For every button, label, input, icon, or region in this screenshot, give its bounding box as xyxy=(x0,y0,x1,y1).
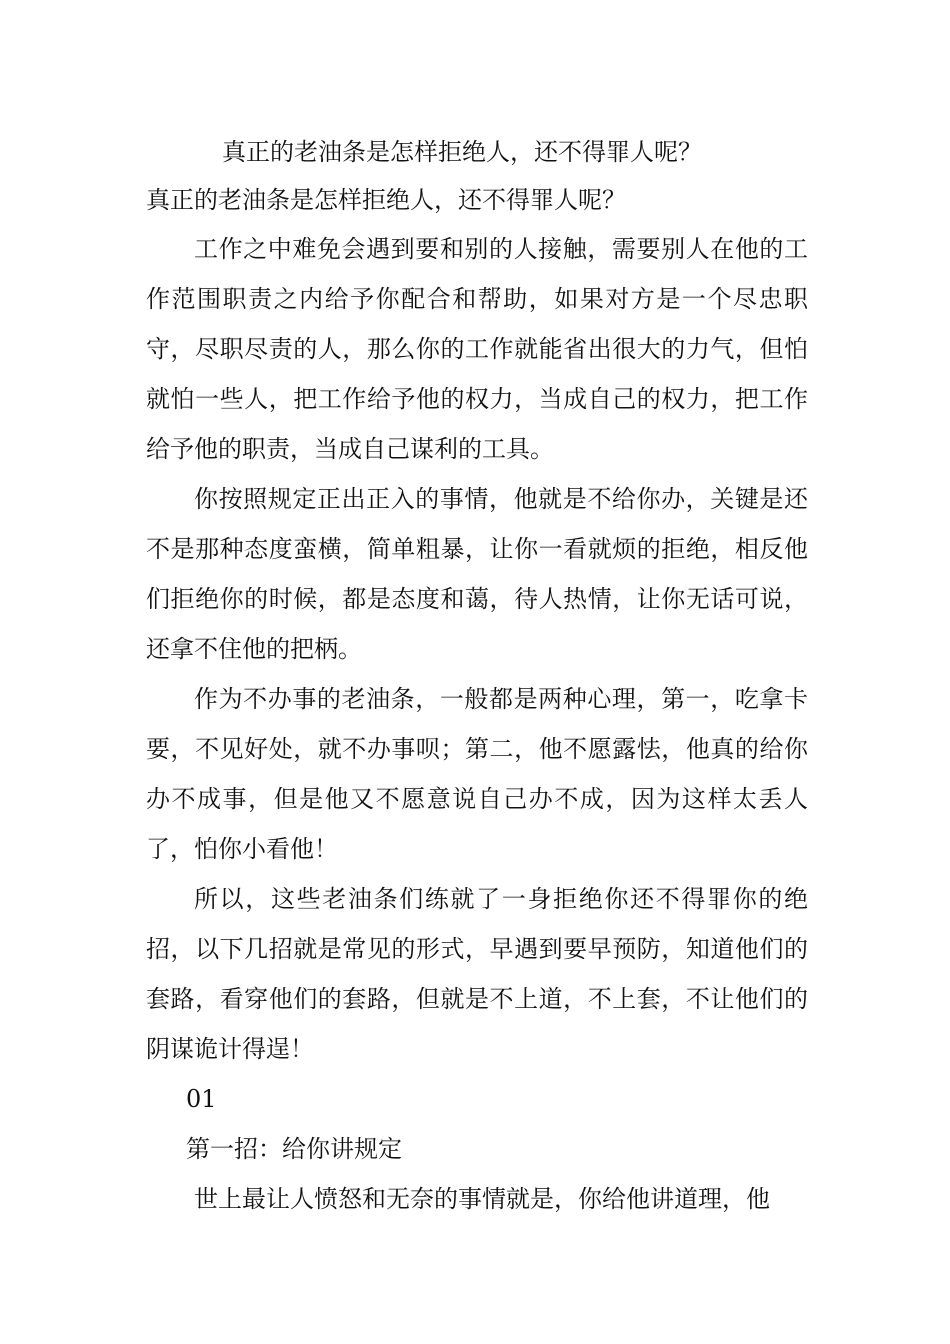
paragraph-3: 作为不办事的老油条，一般都是两种心理，第一，吃拿卡要，不见好处，就不办事呗；第二，他不愿露怯，他真的给你办不成事，但是他又不愿意说自己办不成，因为这样太丢人了，怕你小看他！ xyxy=(146,685,808,863)
document-title: 真正的老油条是怎样拒绝人，还不得罪人呢？ xyxy=(222,138,702,166)
section-heading: 第一招：给你讲规定 xyxy=(186,1135,402,1163)
paragraph-5: 世上最让人愤怒和无奈的事情就是，你给他讲道理，他 xyxy=(194,1185,770,1213)
document-subtitle: 真正的老油条是怎样拒绝人，还不得罪人呢？ xyxy=(146,186,626,214)
document-body xyxy=(146,128,808,1224)
paragraph-1: 工作之中难免会遇到要和别的人接触，需要别人在他的工作范围职责之内给予你配合和帮助，如果对方是一个尽忠职守，尽职尽责的人，那么你的工作就能省出很大的力气，但怕就怕一些人，把工作给予他的权力，当成自己的权力，把工作给予他的职责，当成自己谋利的工具。 xyxy=(146,235,808,463)
paragraph-4: 所以，这些老油条们练就了一身拒绝你还不得罪你的绝招，以下几招就是常见的形式，早遇到要早预防，知道他们的套路，看穿他们的套路，但就是不上道，不上套，不让他们的阴谋诡计得逞！ xyxy=(146,885,808,1063)
section-number: 01 xyxy=(186,1085,217,1113)
paragraph-2: 你按照规定正出正入的事情，他就是不给你办，关键是还不是那种态度蛮横，简单粗暴，让你一看就烦的拒绝，相反他们拒绝你的时候，都是态度和蔼，待人热情，让你无话可说，还拿不住他的把柄。 xyxy=(146,485,808,663)
